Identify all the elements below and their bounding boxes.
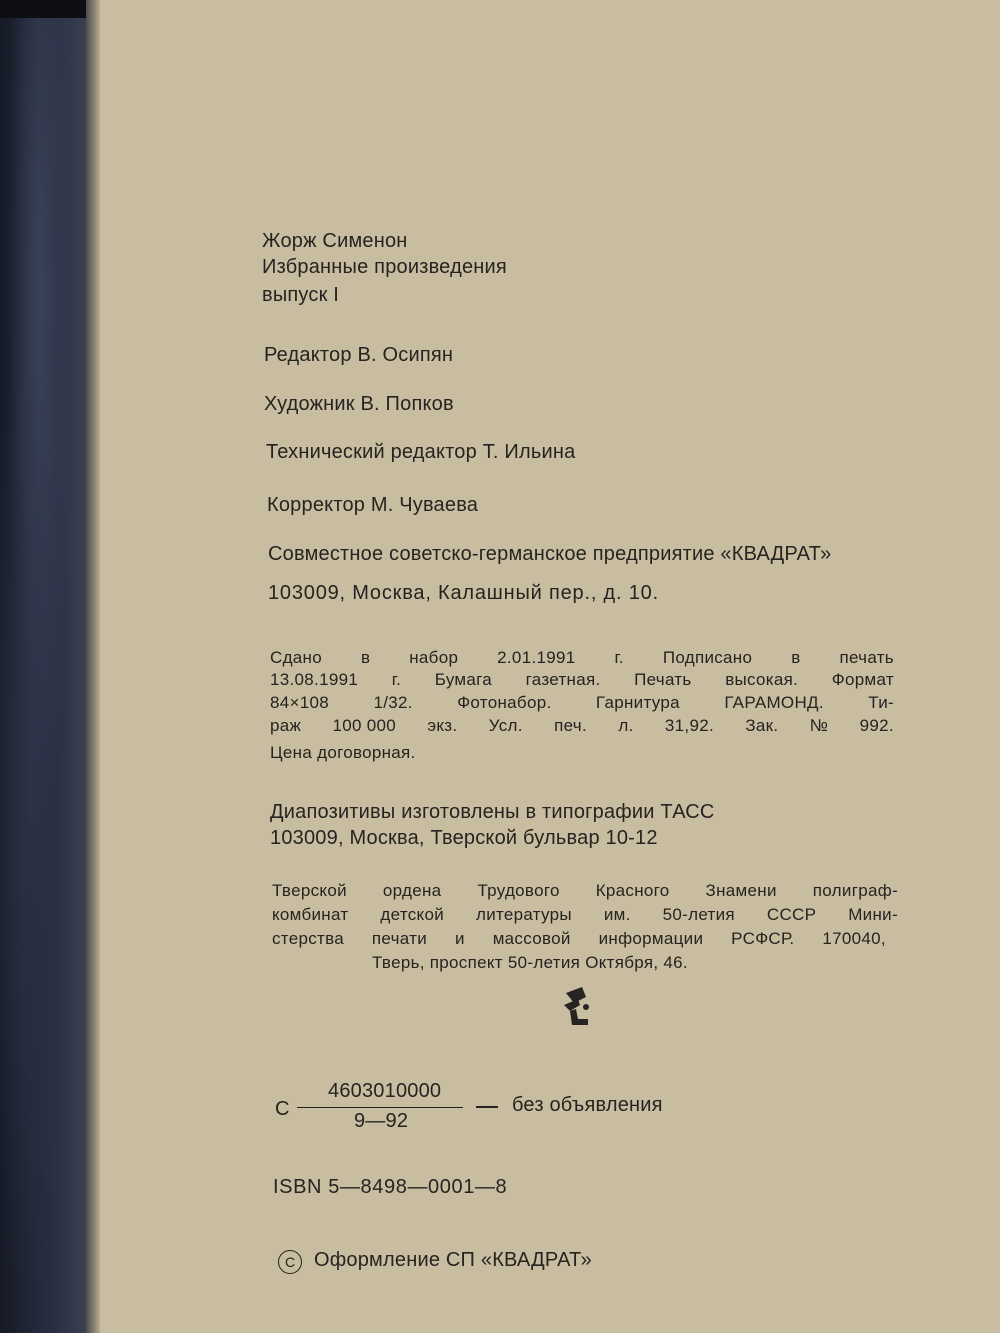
index-dash [476, 1106, 498, 1108]
print-info-line: Сдано в набор 2.01.1991 г. Подписано в печать [270, 648, 894, 667]
credit-artist: Художник В. Попков [264, 393, 454, 415]
printer-line: Тверской ордена Трудового Красного Знамени полиграф- [272, 881, 898, 900]
copyright-icon: С [278, 1250, 302, 1274]
credit-corrector: Корректор М. Чуваева [267, 494, 479, 516]
print-info-line: раж 100 000 экз. Усл. печ. л. 31,92. Зак. № 992. [270, 716, 894, 735]
printer-address: Тверь, проспект 50-летия Октября, 46. [372, 953, 688, 972]
index-denominator: 9—92 [354, 1110, 409, 1132]
index-numerator: 4603010000 [328, 1080, 442, 1102]
credit-editor: Редактор В. Осипян [264, 344, 454, 366]
print-info-line: 84×108 1/32. Фотонабор. Гарнитура ГАРАМОНД. Ти- [270, 693, 894, 712]
publisher-address: 103009, Москва, Калашный пер., д. 10. [268, 582, 659, 604]
printer-logo-icon [560, 985, 596, 1029]
copyright-text: Оформление СП «КВАДРАТ» [314, 1249, 592, 1271]
credit-tech-editor: Технический редактор Т. Ильина [266, 441, 576, 463]
book-issue: выпуск I [262, 284, 340, 306]
fraction-line [297, 1107, 463, 1108]
diapositives-line: Диапозитивы изготовлены в типографии ТАСС [270, 801, 715, 823]
print-info-line: 13.08.1991 г. Бумага газетная. Печать высокая. Формат [270, 670, 894, 689]
printer-line: комбинат детской литературы им. 50-летия СССР Мини- [272, 905, 898, 924]
index-note: без объявления [512, 1094, 663, 1116]
isbn-line: ISBN 5—8498—0001—8 [273, 1176, 508, 1198]
book-author: Жорж Сименон [262, 230, 408, 252]
printer-line: стерства печати и массовой информации РСФСР. 170040, [272, 929, 886, 948]
book-title: Избранные произведения [262, 256, 507, 278]
diapositives-address: 103009, Москва, Тверской бульвар 10-12 [270, 827, 658, 849]
publisher-name: Совместное советско-германское предприятие «КВАДРАТ» [268, 543, 832, 565]
page-gutter [86, 0, 100, 1333]
book-binding [0, 0, 100, 1333]
price-line: Цена договорная. [270, 743, 416, 762]
index-prefix: С [275, 1098, 290, 1120]
